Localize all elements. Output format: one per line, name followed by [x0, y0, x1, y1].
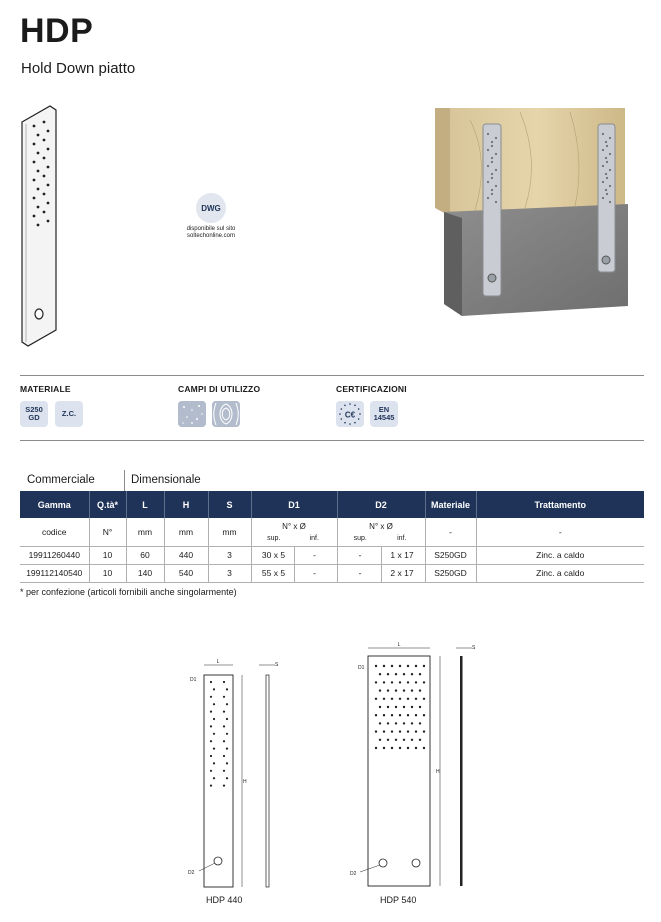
- hole: [491, 141, 493, 143]
- hole: [226, 733, 228, 735]
- hole: [226, 748, 228, 750]
- hole: [491, 189, 493, 191]
- hole: [37, 224, 40, 227]
- hole: [415, 698, 417, 700]
- hole: [226, 688, 228, 690]
- hole: [407, 698, 409, 700]
- hole: [487, 149, 489, 151]
- hole: [491, 193, 493, 195]
- hole: [223, 725, 225, 727]
- hole: [399, 681, 401, 683]
- hole: [407, 681, 409, 683]
- hole: [495, 169, 497, 171]
- hdp440-s-label: S: [275, 662, 279, 668]
- cell-d1-inf: -: [313, 567, 316, 578]
- star: [358, 408, 360, 410]
- hole: [210, 755, 212, 757]
- star: [354, 422, 356, 424]
- hole: [423, 665, 425, 667]
- hole: [226, 718, 228, 720]
- col-gamma: Gamma: [20, 491, 89, 518]
- hole: [375, 714, 377, 716]
- cell-d2-inf: 2 x 17: [390, 567, 414, 578]
- cell-s: 3: [208, 546, 251, 564]
- hole: [491, 161, 493, 163]
- hole: [223, 711, 225, 713]
- unit-materiale: -: [425, 518, 476, 546]
- cell-s: 3: [208, 564, 251, 582]
- hole: [415, 730, 417, 732]
- unit-d2-label: N° x Ø: [369, 521, 393, 531]
- group-divider: [124, 470, 125, 491]
- hole: [419, 706, 421, 708]
- hole: [415, 714, 417, 716]
- cell-d2-inf: 1 x 17: [390, 549, 414, 560]
- star: [344, 405, 346, 407]
- caption-hdp540: HDP 540: [380, 895, 417, 905]
- cell-d1: [251, 546, 337, 564]
- hole: [602, 149, 604, 151]
- hole: [391, 714, 393, 716]
- cell-d2: [337, 564, 425, 582]
- hdp540-l-label: L: [397, 642, 401, 648]
- unit-d1-label: N° x Ø: [282, 521, 306, 531]
- hole: [33, 161, 36, 164]
- hole: [213, 718, 215, 720]
- hole: [33, 179, 36, 182]
- hole: [491, 177, 493, 179]
- hole: [391, 698, 393, 700]
- dwg-download[interactable]: [171, 193, 251, 240]
- hole: [411, 673, 413, 675]
- cell-qta: 10: [89, 564, 126, 582]
- hole: [379, 739, 381, 741]
- hole: [602, 181, 604, 183]
- star: [359, 413, 361, 415]
- hole: [399, 665, 401, 667]
- hole: [609, 169, 611, 171]
- dwg-note-2: soltechonline.com: [186, 233, 236, 239]
- hole: [407, 714, 409, 716]
- cell-l: 60: [126, 546, 164, 564]
- hole: [379, 722, 381, 724]
- col-trattamento: Trattamento: [476, 491, 644, 518]
- hole: [226, 703, 228, 705]
- hole: [609, 185, 611, 187]
- hole: [37, 206, 40, 209]
- cert-badge-en14545: EN 14545: [370, 401, 398, 427]
- hdp440-d1-label: D1: [190, 677, 197, 683]
- cell-codice: 19911260440: [20, 546, 89, 564]
- hole: [375, 681, 377, 683]
- materiale-label: MATERIALE: [20, 384, 71, 394]
- star: [354, 405, 356, 407]
- hole: [387, 739, 389, 741]
- hole: [391, 747, 393, 749]
- hole: [47, 184, 50, 187]
- table-row: [20, 546, 644, 564]
- hole: [383, 681, 385, 683]
- hole: [491, 173, 493, 175]
- hole: [423, 747, 425, 749]
- star: [358, 418, 360, 420]
- hole: [383, 730, 385, 732]
- page-subtitle: Hold Down piatto: [21, 60, 136, 77]
- hole: [403, 722, 405, 724]
- hole: [223, 755, 225, 757]
- hole: [47, 130, 50, 133]
- hole: [33, 143, 36, 146]
- caption-hdp440: HDP 440: [206, 895, 243, 905]
- hole: [411, 722, 413, 724]
- hole: [609, 153, 611, 155]
- hole: [43, 139, 46, 142]
- col-qta: Q.tà*: [89, 491, 126, 518]
- hole: [609, 137, 611, 139]
- cell-codice: 199112140540: [20, 564, 89, 582]
- divider-bottom: [20, 440, 644, 441]
- hole: [411, 706, 413, 708]
- unit-l: mm: [126, 518, 164, 546]
- hole: [226, 777, 228, 779]
- hole: [223, 696, 225, 698]
- hole: [423, 698, 425, 700]
- hole: [37, 134, 40, 137]
- hole: [375, 747, 377, 749]
- wood-icon: [212, 401, 240, 427]
- hole: [213, 762, 215, 764]
- hole: [415, 681, 417, 683]
- hole: [395, 739, 397, 741]
- hole: [403, 689, 405, 691]
- hole: [383, 665, 385, 667]
- hole: [379, 706, 381, 708]
- hole: [43, 193, 46, 196]
- star: [344, 422, 346, 424]
- hole: [210, 785, 212, 787]
- material-badge-s250gd: S250 GD: [20, 401, 48, 427]
- hole: [213, 703, 215, 705]
- hole: [213, 748, 215, 750]
- cell-materiale: S250GD: [425, 546, 476, 564]
- hole: [399, 730, 401, 732]
- hole: [213, 777, 215, 779]
- footnote: * per confezione (articoli fornibili anche singolarmente): [20, 587, 237, 597]
- cell-l: 140: [126, 564, 164, 582]
- hole: [33, 125, 36, 128]
- hole: [213, 688, 215, 690]
- hole: [411, 689, 413, 691]
- hole: [387, 722, 389, 724]
- hole: [495, 201, 497, 203]
- hole: [602, 165, 604, 167]
- col-l: L: [126, 491, 164, 518]
- dwg-note-1: disponibile sul sito: [186, 226, 236, 232]
- hole: [223, 770, 225, 772]
- hole: [375, 698, 377, 700]
- hole: [399, 714, 401, 716]
- col-d1: D1: [251, 491, 337, 518]
- hdp540-d1-label: D1: [358, 665, 365, 671]
- hole: [415, 747, 417, 749]
- drawing-hdp540: [348, 640, 478, 896]
- hole: [395, 706, 397, 708]
- hole: [605, 173, 607, 175]
- hole: [383, 747, 385, 749]
- cell-h: 540: [164, 564, 208, 582]
- hole: [605, 141, 607, 143]
- hole: [491, 157, 493, 159]
- hole: [419, 673, 421, 675]
- unit-d2-inf: inf.: [397, 534, 407, 542]
- hole: [487, 197, 489, 199]
- hole: [415, 665, 417, 667]
- hdp440-h-label: H: [243, 779, 247, 785]
- hole: [407, 747, 409, 749]
- hole: [602, 197, 604, 199]
- page-title: HDP: [20, 12, 94, 50]
- hole: [387, 689, 389, 691]
- hole: [33, 197, 36, 200]
- hole: [495, 137, 497, 139]
- hole: [407, 665, 409, 667]
- hole: [605, 157, 607, 159]
- hole: [223, 740, 225, 742]
- hole: [602, 133, 604, 135]
- cell-d1-sup: 30 x 5: [254, 547, 295, 564]
- hdp440-d2-label: D2: [188, 870, 195, 876]
- unit-d1-sup: sup.: [267, 534, 281, 542]
- star: [341, 418, 343, 420]
- hole: [387, 706, 389, 708]
- divider-top: [20, 375, 644, 376]
- unit-d2-sup: sup.: [353, 534, 367, 542]
- hole: [391, 681, 393, 683]
- hole: [605, 189, 607, 191]
- group-commerciale: Commerciale: [27, 474, 95, 486]
- hole: [395, 689, 397, 691]
- hole: [379, 689, 381, 691]
- hole: [375, 665, 377, 667]
- hole: [47, 148, 50, 151]
- hole: [423, 730, 425, 732]
- hole: [47, 220, 50, 223]
- hole: [495, 185, 497, 187]
- hole: [487, 165, 489, 167]
- hole: [223, 681, 225, 683]
- hole: [391, 730, 393, 732]
- hole: [210, 740, 212, 742]
- hole: [43, 121, 46, 124]
- cell-qta: 10: [89, 546, 126, 564]
- hole: [375, 730, 377, 732]
- svg-text:C€: C€: [344, 410, 356, 420]
- hole: [37, 188, 40, 191]
- hole: [423, 714, 425, 716]
- hole: [43, 175, 46, 178]
- hole: [391, 665, 393, 667]
- hole: [226, 762, 228, 764]
- cell-d2: [337, 546, 425, 564]
- hdp440-l-label: L: [216, 659, 220, 665]
- hole: [487, 181, 489, 183]
- unit-gamma: codice: [20, 518, 89, 546]
- col-s: S: [208, 491, 251, 518]
- dwg-icon: DWG: [196, 193, 226, 223]
- hole: [37, 170, 40, 173]
- spec-table: [20, 491, 644, 583]
- hole: [213, 733, 215, 735]
- hole: [423, 681, 425, 683]
- hdp540-h-label: H: [436, 769, 440, 775]
- hole: [383, 714, 385, 716]
- hole: [609, 201, 611, 203]
- hdp540-s-label: S: [472, 645, 476, 651]
- ce-mark-icon: [336, 401, 364, 427]
- unit-s: mm: [208, 518, 251, 546]
- hole: [210, 681, 212, 683]
- hole: [606, 161, 608, 163]
- hole: [47, 166, 50, 169]
- cell-materiale: S250GD: [425, 564, 476, 582]
- hole: [491, 145, 493, 147]
- hole: [419, 722, 421, 724]
- hole: [606, 193, 608, 195]
- drawing-hdp440: [185, 655, 285, 895]
- hole: [47, 202, 50, 205]
- plate-illustration: [18, 104, 60, 350]
- hole: [419, 739, 421, 741]
- table-header-row: [20, 491, 644, 518]
- hole: [210, 696, 212, 698]
- hole: [403, 739, 405, 741]
- cell-trattamento: Zinc. a caldo: [476, 546, 644, 564]
- campi-label: CAMPI DI UTILIZZO: [178, 384, 261, 394]
- unit-d1: [251, 518, 337, 546]
- hole: [395, 673, 397, 675]
- cell-d1: [251, 564, 337, 582]
- material-badge-zc: Z.C.: [55, 401, 83, 427]
- col-h: H: [164, 491, 208, 518]
- product-photo: [430, 100, 645, 325]
- hole: [210, 725, 212, 727]
- hole: [43, 211, 46, 214]
- col-materiale: Materiale: [425, 491, 476, 518]
- unit-d1-inf: inf.: [309, 534, 319, 542]
- hole: [403, 706, 405, 708]
- cell-d1-inf: -: [313, 549, 316, 560]
- unit-qta: N°: [89, 518, 126, 546]
- unit-trattamento: -: [476, 518, 644, 546]
- hole: [403, 673, 405, 675]
- hole: [399, 747, 401, 749]
- cell-d1-sup: 55 x 5: [254, 565, 295, 582]
- hole: [407, 730, 409, 732]
- unit-h: mm: [164, 518, 208, 546]
- hole: [606, 177, 608, 179]
- hole: [487, 133, 489, 135]
- hole: [419, 689, 421, 691]
- cell-d2-sup: -: [340, 547, 382, 564]
- hole: [37, 152, 40, 155]
- hole: [379, 673, 381, 675]
- table-row: [20, 564, 644, 582]
- hole: [43, 157, 46, 160]
- hole: [606, 145, 608, 147]
- hole: [411, 739, 413, 741]
- star: [349, 403, 351, 405]
- table-units-row: [20, 518, 644, 546]
- hole: [399, 698, 401, 700]
- cell-h: 440: [164, 546, 208, 564]
- hdp540-d2-label: D2: [350, 871, 357, 877]
- concrete-icon: [178, 401, 206, 427]
- hole: [495, 153, 497, 155]
- star: [349, 423, 351, 425]
- hole: [387, 673, 389, 675]
- hole: [33, 215, 36, 218]
- hole: [383, 698, 385, 700]
- hole: [395, 722, 397, 724]
- hole: [210, 711, 212, 713]
- star: [341, 408, 343, 410]
- cell-trattamento: Zinc. a caldo: [476, 564, 644, 582]
- unit-d2: [337, 518, 425, 546]
- hole: [223, 785, 225, 787]
- certificazioni-label: CERTIFICAZIONI: [336, 384, 407, 394]
- cell-d2-sup: -: [340, 565, 382, 582]
- star: [339, 413, 341, 415]
- group-dimensionale: Dimensionale: [131, 474, 201, 486]
- hole: [210, 770, 212, 772]
- col-d2: D2: [337, 491, 425, 518]
